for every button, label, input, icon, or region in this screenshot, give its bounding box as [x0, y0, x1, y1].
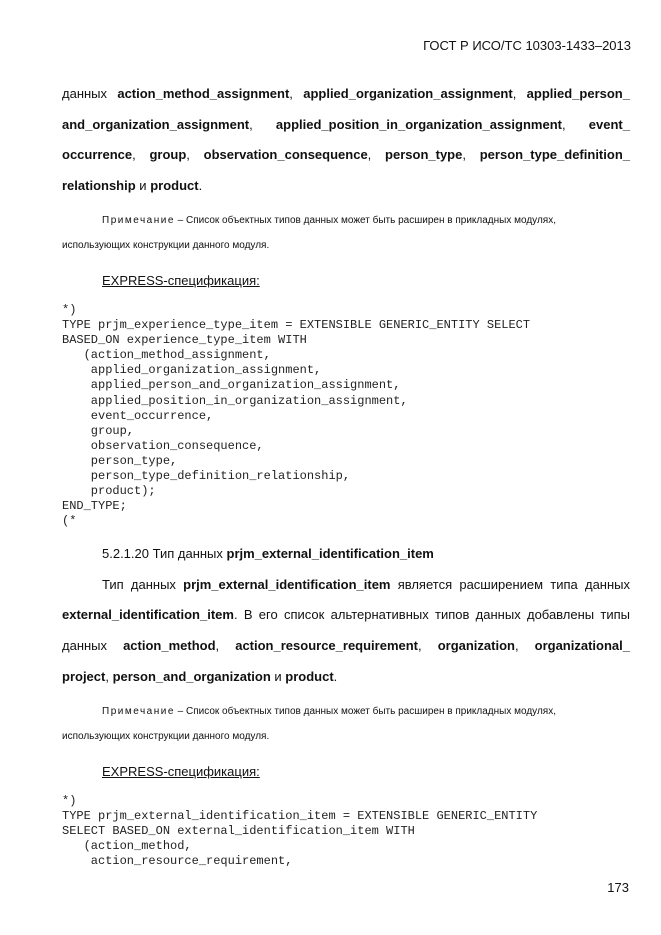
code-line: group, — [62, 423, 135, 438]
paragraph-line: данных action_method_assignment, applied_organization_assignment, applied_person_ — [62, 86, 630, 101]
paragraph-line: project, person_and_organization и product. — [62, 669, 338, 684]
code-line: product); — [62, 484, 156, 499]
paragraph-line: and_organization_assignment, applied_position_in_organization_assignment, event_ — [62, 117, 630, 132]
express-heading: EXPRESS-спецификация: — [102, 273, 260, 288]
code-line: SELECT BASED_ON external_identification_item WITH — [62, 824, 415, 839]
express-heading: EXPRESS-спецификация: — [102, 764, 260, 779]
code-line: TYPE prjm_experience_type_item = EXTENSIBLE GENERIC_ENTITY SELECT — [62, 318, 531, 333]
note-line: использующих конструкции данного модуля. — [62, 731, 270, 742]
paragraph-line: external_identification_item. В его список альтернативных типов данных добавлены типы — [62, 607, 630, 622]
code-line: *) — [62, 794, 77, 808]
code-line: *) — [62, 303, 77, 317]
code-line: person_type_definition_relationship, — [62, 469, 351, 484]
code-line: BASED_ON experience_type_item WITH — [62, 333, 307, 348]
note-line: использующих конструкции данного модуля. — [62, 240, 270, 251]
section-heading: 5.2.1.20 Тип данных prjm_external_identification_item — [102, 546, 434, 561]
code-line: action_resource_requirement, — [62, 854, 293, 869]
code-block — [62, 303, 530, 529]
paragraph-line: relationship и product. — [62, 178, 203, 193]
code-line: applied_position_in_organization_assignment, — [62, 393, 408, 408]
code-line: TYPE prjm_external_identification_item = EXTENSIBLE GENERIC_ENTITY — [62, 809, 538, 824]
page-number: 173 — [607, 880, 629, 895]
code-line: (action_method_assignment, — [62, 348, 271, 363]
code-line: observation_consequence, — [62, 438, 264, 453]
document-header: ГОСТ Р ИСО/ТС 10303-1433–2013 — [423, 38, 631, 53]
code-line: (* — [62, 514, 77, 529]
code-line: END_TYPE; — [62, 499, 127, 514]
code-line: applied_person_and_organization_assignment, — [62, 378, 401, 393]
code-line: event_occurrence, — [62, 408, 214, 423]
paragraph-line: данных action_method, action_resource_requirement, organization, organizational_ — [62, 638, 630, 653]
paragraph-line: occurrence, group, observation_consequence, person_type, person_type_definition_ — [62, 147, 630, 162]
paragraph-line: Тип данных prjm_external_identification_item является расширением типа данных — [102, 577, 630, 592]
code-line: person_type, — [62, 453, 178, 468]
code-block — [62, 794, 537, 869]
code-line: applied_organization_assignment, — [62, 363, 322, 378]
code-line: (action_method, — [62, 839, 192, 854]
note-line: Примечание – Список объектных типов данных может быть расширен в прикладных модулях, — [102, 215, 556, 226]
note-line: Примечание – Список объектных типов данных может быть расширен в прикладных модулях, — [102, 706, 556, 717]
